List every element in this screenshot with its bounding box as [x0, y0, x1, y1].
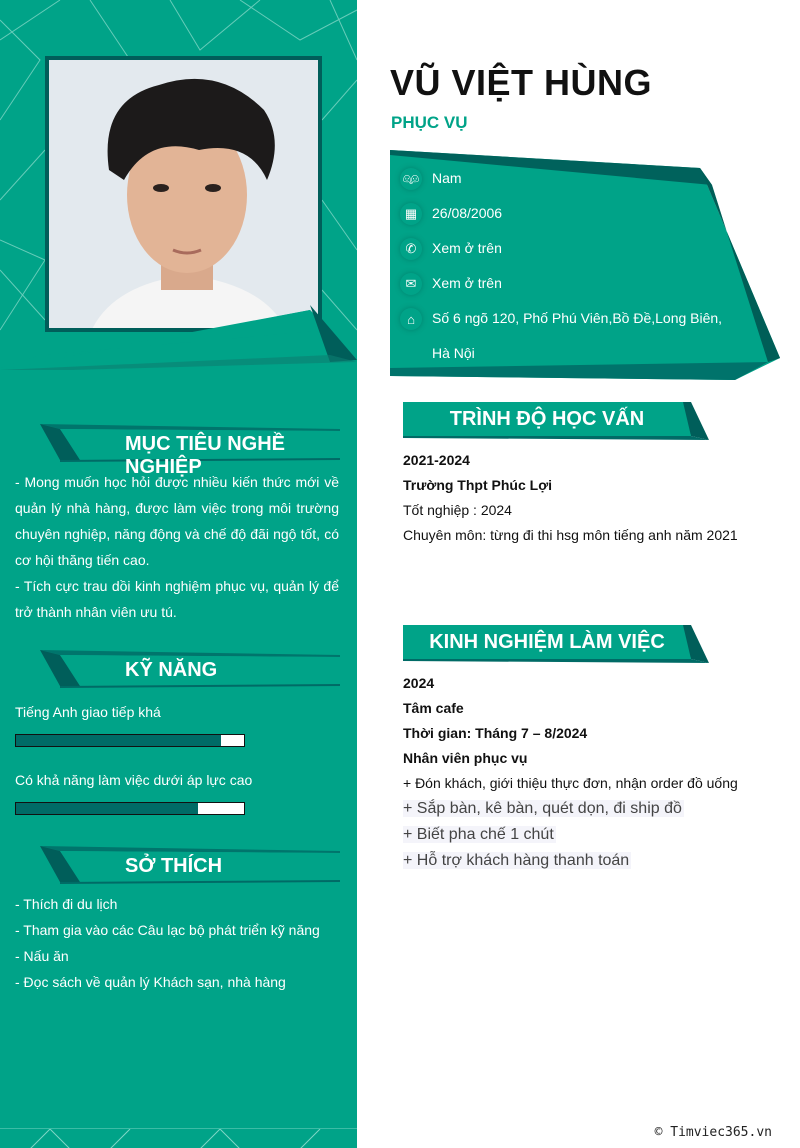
skills-heading: [40, 650, 340, 690]
hobby-item: - Thích đi du lịch: [15, 896, 118, 912]
gender-value: Nam: [432, 170, 462, 186]
objective-line: - Mong muốn học hỏi được nhiều kiến thức mới về quản lý nhà hàng, được làm việc trong môi trường chuyên nghiệp, năng động và chế độ đãi ngộ tốt, có cơ hội thăng tiến cao.: [15, 474, 339, 568]
hobby-item: - Tham gia vào các Câu lạc bộ phát triển kỹ năng: [15, 922, 320, 938]
skills-title: KỸ NĂNG: [125, 659, 218, 681]
profile-photo: [45, 56, 322, 332]
skill-progress-bar: [15, 734, 245, 747]
education-title: TRÌNH ĐỘ HỌC VẤN: [449, 408, 645, 430]
experience-company: Tâm cafe: [403, 700, 464, 716]
skill-progress-fill: [16, 735, 221, 746]
experience-task: + Đón khách, giới thiệu thực đơn, nhận order đồ uống: [403, 775, 738, 791]
home-icon: ⌂: [400, 308, 422, 330]
footer-watermark: © Timviec365.vn: [654, 1125, 772, 1140]
education-school: Trường Thpt Phúc Lợi: [403, 477, 553, 493]
experience-title: KINH NGHIỆM LÀM VIỆC: [429, 631, 665, 653]
phone-icon: ✆: [400, 238, 422, 260]
objective-line: - Tích cực trau dồi kinh nghiệm phục vụ, quản lý để trở thành nhân viên ưu tú.: [15, 578, 339, 620]
skill-progress-bar: [15, 802, 245, 815]
education-graduation: Tốt nghiệp : 2024: [403, 502, 512, 518]
info-gender: [400, 168, 462, 196]
experience-year: 2024: [403, 675, 435, 691]
gender-icon: 👫︎: [400, 168, 422, 190]
phone-value: Xem ở trên: [432, 240, 502, 256]
address-value: [432, 301, 722, 371]
objective-text: [15, 469, 339, 625]
candidate-name: VŨ VIỆT HÙNG: [390, 62, 653, 103]
experience-task: + Hỗ trợ khách hàng thanh toán: [403, 852, 630, 869]
education-details: [403, 448, 738, 548]
education-major: Chuyên môn: từng đi thi hsg môn tiếng anh năm 2021: [403, 527, 738, 543]
hobby-item: - Đọc sách về quản lý Khách sạn, nhà hàng: [15, 974, 286, 990]
personal-info-panel: [390, 150, 780, 382]
info-birthdate: [400, 203, 502, 231]
objective-heading: [40, 424, 340, 478]
hobby-item: - Nấu ăn: [15, 948, 69, 964]
education-period: 2021-2024: [403, 452, 470, 468]
experience-task: + Sắp bàn, kê bàn, quét dọn, đi ship đồ: [403, 800, 682, 817]
info-email: [400, 273, 502, 301]
skill-label: Tiếng Anh giao tiếp khá: [15, 704, 161, 720]
skill-label: Có khả năng làm việc dưới áp lực cao: [15, 772, 253, 788]
experience-details: [403, 671, 738, 874]
header-pattern: [0, 0, 357, 370]
hobbies-heading: [40, 846, 340, 886]
job-title: PHỤC VỤ: [391, 113, 468, 132]
education-heading: [403, 400, 713, 442]
hobby-list: [15, 891, 320, 995]
hobbies-title: SỞ THÍCH: [125, 855, 223, 877]
experience-heading: [403, 623, 713, 665]
objective-title: MỤC TIÊU NGHỀ NGHIỆP: [125, 433, 285, 478]
birthdate-value: 26/08/2006: [432, 205, 503, 221]
photo-ribbon: [0, 300, 357, 370]
experience-task: + Biết pha chế 1 chút: [403, 826, 554, 843]
info-phone: [400, 238, 502, 266]
address-line: Số 6 ngõ 120, Phố Phú Viên,Bồ Đề,Long Biên,: [432, 310, 723, 326]
info-address: [400, 308, 722, 371]
email-value: Xem ở trên: [432, 275, 502, 291]
calendar-icon: ▦: [400, 203, 422, 225]
experience-position: Nhân viên phục vụ: [403, 750, 528, 766]
skill-progress-fill: [16, 803, 198, 814]
experience-time: Thời gian: Tháng 7 – 8/2024: [403, 725, 588, 741]
footer-pattern: [0, 1128, 357, 1148]
email-icon: ✉: [400, 273, 422, 295]
address-line: Hà Nội: [432, 345, 475, 361]
